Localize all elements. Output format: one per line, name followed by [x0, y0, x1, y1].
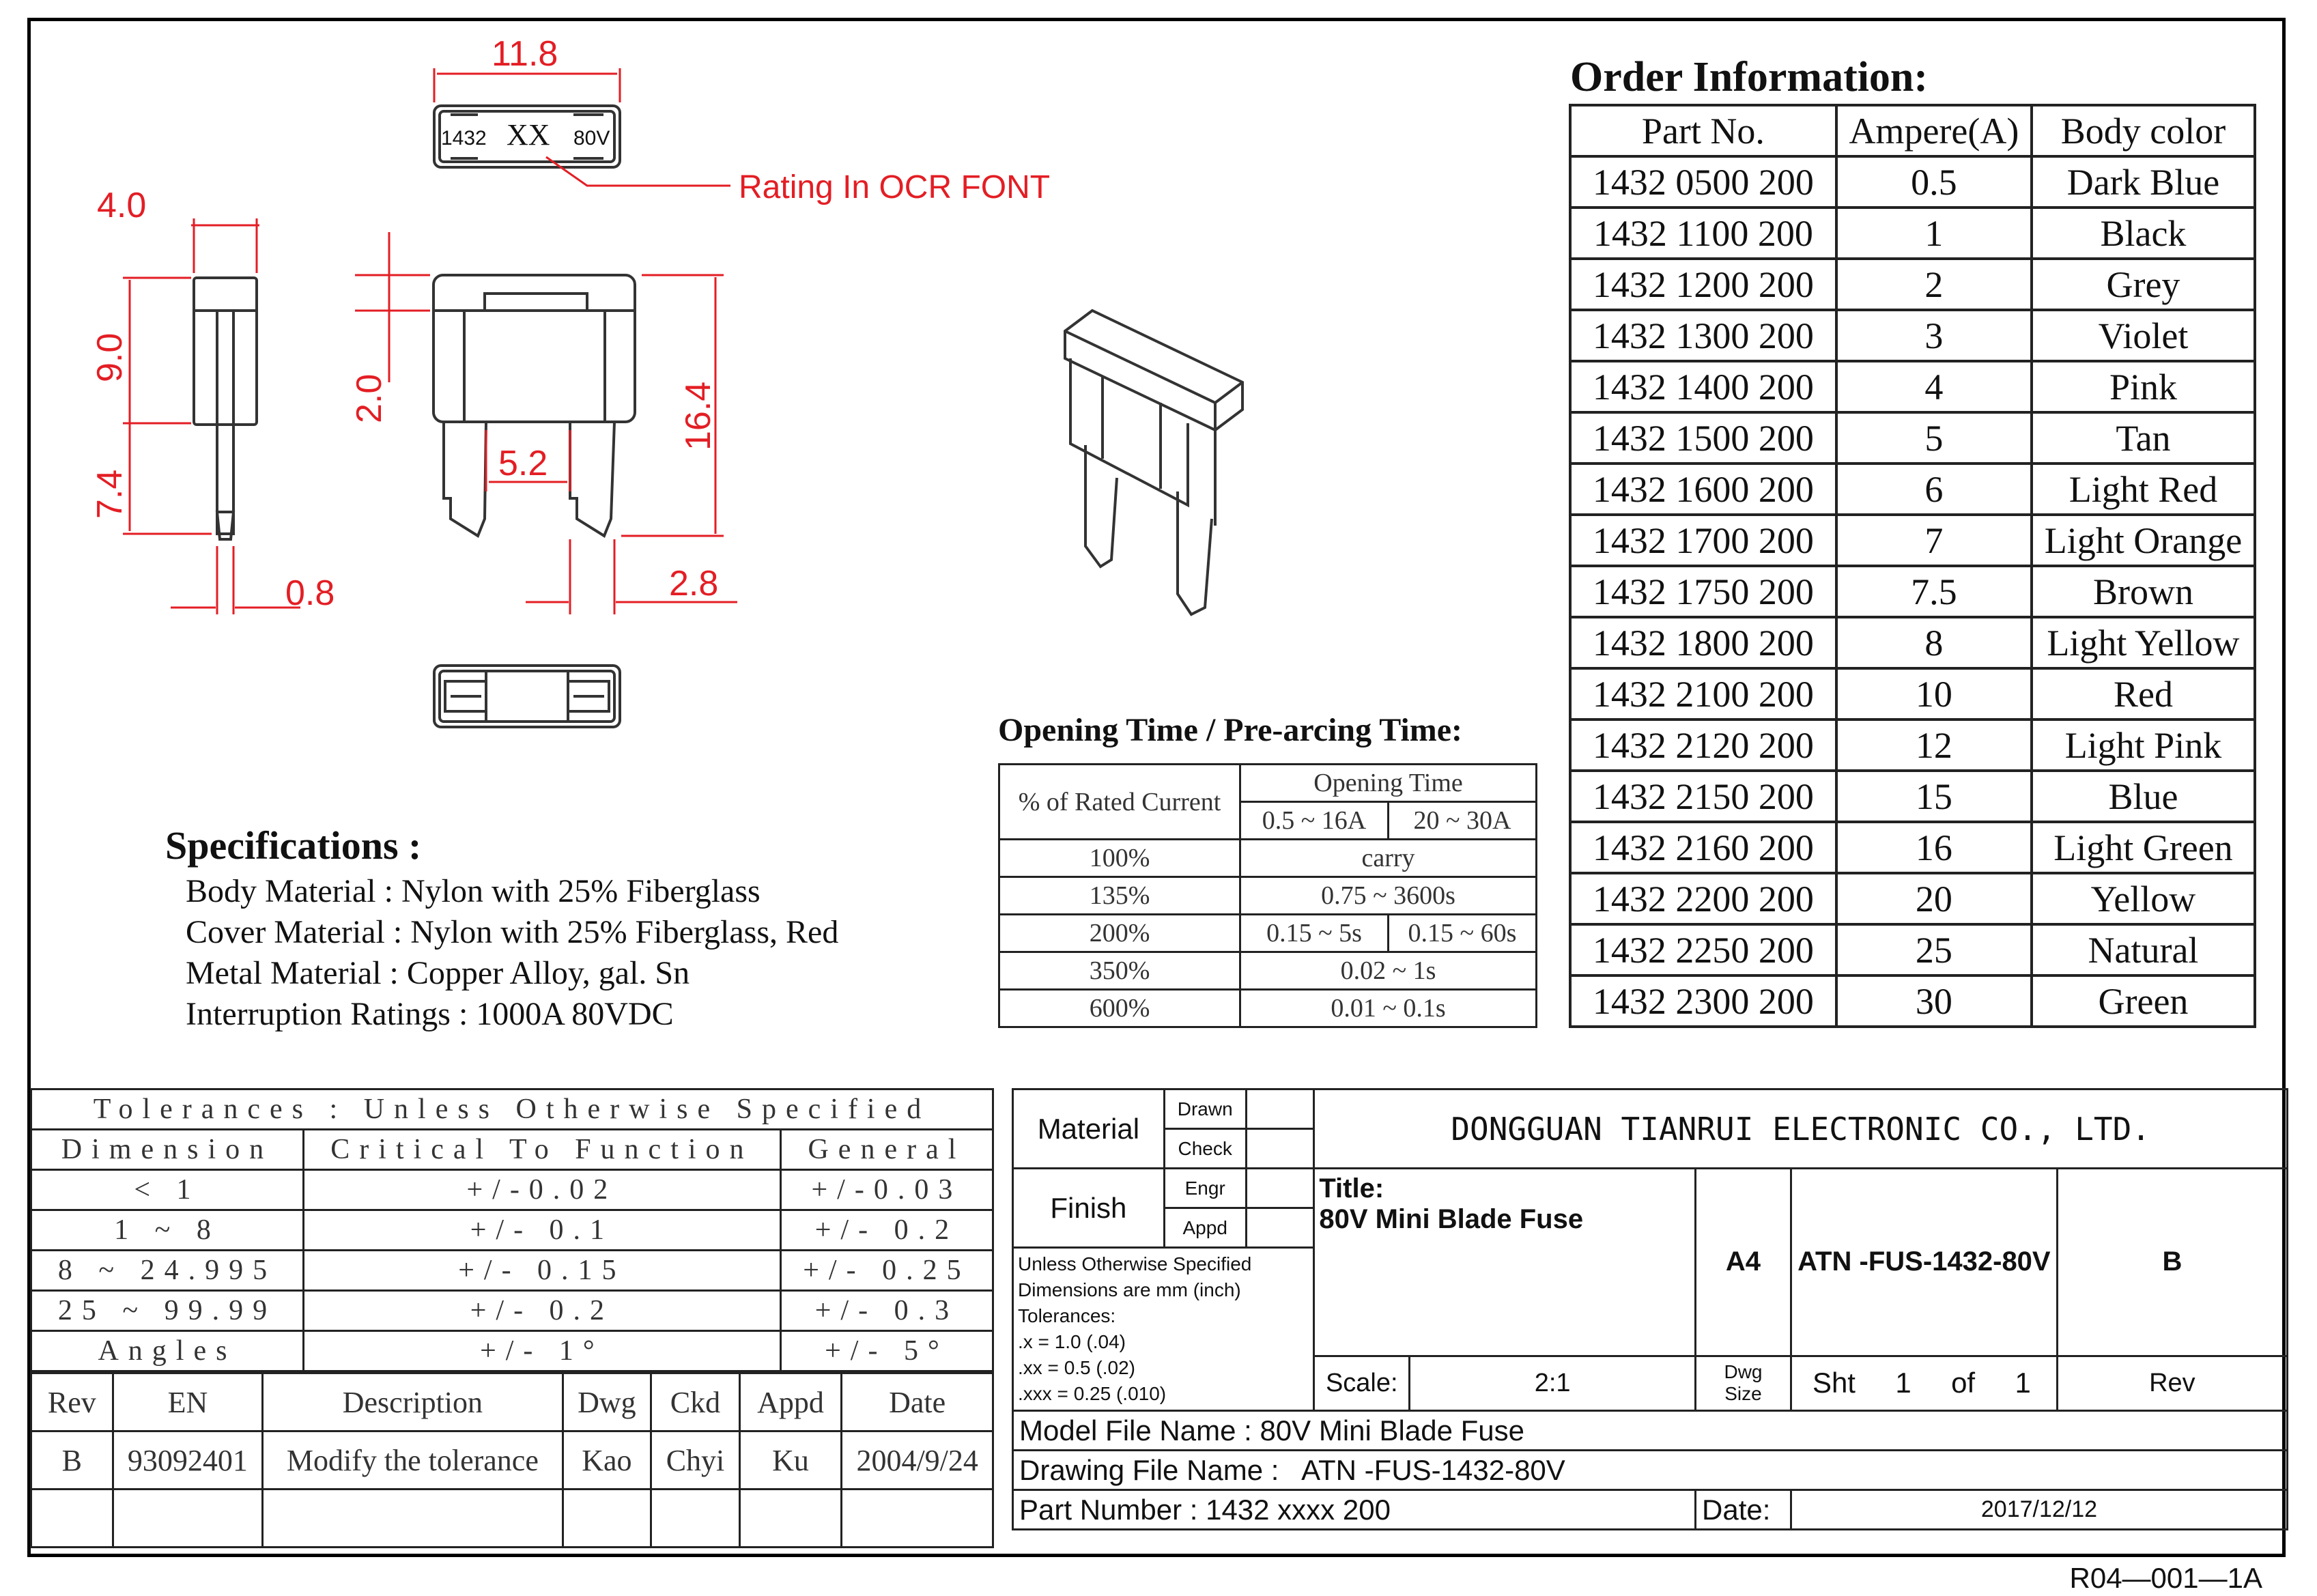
order-cell: Light Pink	[2032, 719, 2255, 771]
tolerance-cell: 1 ~ 8	[31, 1210, 304, 1251]
order-header: Ampere(A)	[1836, 105, 2032, 156]
order-table	[1569, 104, 2256, 1028]
order-cell: 1432 2100 200	[1570, 668, 1836, 719]
front-view	[433, 275, 635, 536]
revision-header: Appd	[739, 1373, 842, 1431]
order-cell: Black	[2032, 208, 2255, 259]
document-code: R04—001—1A	[2069, 1562, 2262, 1594]
opening-pct: 600%	[999, 990, 1240, 1027]
order-cell: Grey	[2032, 259, 2255, 310]
revision-cell: Modify the tolerance	[263, 1431, 563, 1490]
order-cell: Brown	[2032, 566, 2255, 617]
order-row	[1570, 464, 2255, 515]
opening-sub2: 20 ~ 30A	[1388, 802, 1536, 840]
rev-label: Rev	[2057, 1356, 2287, 1410]
opening-value: 0.02 ~ 1s	[1240, 952, 1537, 990]
opening-pct: 100%	[999, 840, 1240, 877]
order-cell: Red	[2032, 668, 2255, 719]
opening-table	[998, 763, 1537, 1028]
order-cell: 1432 0500 200	[1570, 156, 1836, 208]
tolerance-cell: +/- 0.2	[303, 1291, 780, 1331]
tolerance-cell: +/- 0.15	[303, 1251, 780, 1291]
order-cell: 1432 2160 200	[1570, 822, 1836, 873]
revision-cell: Ku	[739, 1431, 842, 1490]
order-cell: 15	[1836, 771, 2032, 822]
material-label: Material	[1013, 1089, 1165, 1169]
dim-cap: 2.0	[350, 373, 389, 423]
dim-blade: 2.8	[669, 564, 719, 603]
spec-title: Specifications :	[165, 823, 422, 868]
order-cell: Light Orange	[2032, 515, 2255, 566]
order-row	[1570, 310, 2255, 361]
order-row	[1570, 668, 2255, 719]
opening-pct: 350%	[999, 952, 1240, 990]
revision-cell: 93092401	[113, 1431, 263, 1490]
ocr-note: Rating In OCR FONT	[739, 169, 1051, 205]
tolerance-cell: +/- 0.3	[780, 1291, 993, 1331]
tolerance-cell: +/- 0.1	[303, 1210, 780, 1251]
drawn-label: Drawn	[1164, 1089, 1246, 1129]
order-header: Part No.	[1570, 105, 1836, 156]
order-cell: Tan	[2032, 412, 2255, 464]
order-cell: Dark Blue	[2032, 156, 2255, 208]
order-row	[1570, 975, 2255, 1027]
order-cell: Pink	[2032, 361, 2255, 412]
drawing-number: ATN -FUS-1432-80V	[1791, 1169, 2057, 1356]
opening-row	[999, 990, 1537, 1027]
tolerance-row	[31, 1251, 993, 1291]
tolerance-cell: +/-0.03	[780, 1170, 993, 1210]
spec-line: Body Material : Nylon with 25% Fiberglass	[186, 873, 761, 909]
company-name: DONGGUAN TIANRUI ELECTRONIC CO., LTD.	[1314, 1089, 2288, 1169]
order-cell: 1432 2300 200	[1570, 975, 1836, 1027]
order-cell: Green	[2032, 975, 2255, 1027]
sheet-of: of	[1951, 1367, 1976, 1399]
opening-pct: 200%	[999, 915, 1240, 952]
tolerance-row	[31, 1331, 993, 1371]
revision-header: Date	[842, 1373, 993, 1431]
order-cell: 1432 1600 200	[1570, 464, 1836, 515]
revision-header: Description	[263, 1373, 563, 1431]
tolerance-row	[31, 1170, 993, 1210]
dim-side-leg: 7.4	[90, 469, 130, 519]
order-cell: 1432 2150 200	[1570, 771, 1836, 822]
appd-label: Appd	[1164, 1208, 1246, 1248]
scale-label: Scale:	[1314, 1356, 1410, 1410]
order-cell: 1432 1500 200	[1570, 412, 1836, 464]
spec-line: Metal Material : Copper Alloy, gal. Sn	[186, 955, 690, 991]
title-value: 80V Mini Blade Fuse	[1319, 1204, 1584, 1234]
order-row	[1570, 208, 2255, 259]
order-row	[1570, 156, 2255, 208]
revision-table	[30, 1372, 994, 1548]
order-cell: 1432 2250 200	[1570, 924, 1836, 975]
opening-title: Opening Time / Pre-arcing Time:	[998, 712, 1463, 748]
dim-gap: 5.2	[498, 444, 548, 483]
tolerance-row	[31, 1210, 993, 1251]
sheet-info	[1791, 1356, 2057, 1410]
tolerance-cell: +/- 1°	[303, 1331, 780, 1371]
engr-label: Engr	[1164, 1169, 1246, 1208]
order-row	[1570, 412, 2255, 464]
opening-pct: 135%	[999, 877, 1240, 915]
opening-sub1: 0.5 ~ 16A	[1240, 802, 1389, 840]
isometric-view	[1065, 311, 1242, 614]
order-cell: 5	[1836, 412, 2032, 464]
spec-line: Cover Material : Nylon with 25% Fiberglass, Red	[186, 914, 839, 950]
order-cell: 1	[1836, 208, 2032, 259]
order-cell: Violet	[2032, 310, 2255, 361]
part-number: Part Number : 1432 xxxx 200	[1013, 1490, 1696, 1530]
order-cell: 2	[1836, 259, 2032, 310]
scale-value: 2:1	[1410, 1356, 1696, 1410]
title-block	[1012, 1088, 2288, 1530]
revision-header: Ckd	[651, 1373, 740, 1431]
date-value: 2017/12/12	[1791, 1490, 2287, 1530]
tolerance-cell: +/- 5°	[780, 1331, 993, 1371]
note-line: .x = 1.0 (.04)	[1018, 1331, 1126, 1352]
title-cell	[1314, 1169, 1696, 1356]
tolerance-row	[31, 1291, 993, 1331]
finish-label: Finish	[1013, 1169, 1165, 1248]
order-cell: 30	[1836, 975, 2032, 1027]
order-row	[1570, 566, 2255, 617]
size-value: A4	[1696, 1169, 1791, 1356]
opening-value: 0.75 ~ 3600s	[1240, 877, 1537, 915]
rev-value: B	[2057, 1169, 2287, 1356]
order-cell: 1432 1750 200	[1570, 566, 1836, 617]
revision-cell: 2004/9/24	[842, 1431, 993, 1490]
specifications	[165, 823, 838, 1035]
tolerance-cell: +/- 0.25	[780, 1251, 993, 1291]
model-file-name: Model File Name : 80V Mini Blade Fuse	[1013, 1411, 2288, 1451]
side-view	[194, 278, 257, 539]
order-header: Body color	[2032, 105, 2255, 156]
order-cell: Natural	[2032, 924, 2255, 975]
order-cell: 3	[1836, 310, 2032, 361]
tolerance-cell: +/-0.02	[303, 1170, 780, 1210]
top-label-left: 1432	[441, 127, 487, 149]
dim-side-width: 4.0	[97, 186, 147, 225]
top-label-right: 80V	[573, 127, 610, 149]
tolerance-cell: 25 ~ 99.99	[31, 1291, 304, 1331]
tolerance-notes	[1013, 1248, 1314, 1411]
tolerance-table	[30, 1088, 994, 1372]
order-cell: 1432 1800 200	[1570, 617, 1836, 668]
revision-cell: B	[31, 1431, 113, 1490]
order-cell: Light Green	[2032, 822, 2255, 873]
order-cell: 16	[1836, 822, 2032, 873]
tolerance-title: Tolerances : Unless Otherwise Specified	[31, 1089, 993, 1130]
order-title: Order Information:	[1570, 54, 1929, 100]
order-cell: 7	[1836, 515, 2032, 566]
order-row	[1570, 617, 2255, 668]
note-line: Unless Otherwise Specified	[1018, 1253, 1252, 1274]
dim-side-height: 9.0	[90, 332, 130, 382]
opening-row	[999, 952, 1537, 990]
tolerance-cell: 8 ~ 24.995	[31, 1251, 304, 1291]
order-cell: Blue	[2032, 771, 2255, 822]
opening-value: 0.15 ~ 60s	[1388, 915, 1536, 952]
tolerance-header: General	[780, 1130, 993, 1170]
note-line: Dimensions are mm (inch)	[1018, 1279, 1241, 1300]
revision-header: EN	[113, 1373, 263, 1431]
order-row	[1570, 361, 2255, 412]
tolerance-cell: Angles	[31, 1331, 304, 1371]
revision-cell: Chyi	[651, 1431, 740, 1490]
revision-header: Rev	[31, 1373, 113, 1431]
order-cell: 1432 1100 200	[1570, 208, 1836, 259]
order-cell: Yellow	[2032, 873, 2255, 924]
order-row	[1570, 873, 2255, 924]
sheet-label: Sht	[1812, 1367, 1856, 1399]
order-row	[1570, 259, 2255, 310]
tolerance-header: Dimension	[31, 1130, 304, 1170]
opening-row	[999, 840, 1537, 877]
opening-row	[999, 915, 1537, 952]
order-cell: 1432 1300 200	[1570, 310, 1836, 361]
order-cell: 7.5	[1836, 566, 2032, 617]
revision-cell: Kao	[563, 1431, 651, 1490]
order-cell: 20	[1836, 873, 2032, 924]
order-cell: 4	[1836, 361, 2032, 412]
order-cell: 25	[1836, 924, 2032, 975]
tolerance-cell: +/- 0.2	[780, 1210, 993, 1251]
order-cell: Light Red	[2032, 464, 2255, 515]
tolerance-cell: < 1	[31, 1170, 304, 1210]
spec-line: Interruption Ratings : 1000A 80VDC	[186, 996, 674, 1032]
check-label: Check	[1164, 1129, 1246, 1169]
order-cell: 0.5	[1836, 156, 2032, 208]
sheet-number: 1	[1895, 1367, 1911, 1399]
order-cell: 1432 1200 200	[1570, 259, 1836, 310]
order-cell: 6	[1836, 464, 2032, 515]
opening-col-pct: % of Rated Current	[999, 765, 1240, 840]
dwg-size-label: Dwg Size	[1696, 1356, 1791, 1410]
order-row	[1570, 719, 2255, 771]
order-row	[1570, 771, 2255, 822]
dim-width: 11.8	[492, 34, 558, 74]
order-cell: 1432 1700 200	[1570, 515, 1836, 566]
opening-group: Opening Time	[1240, 765, 1537, 802]
drawing-file-name: Drawing File Name : ATN -FUS-1432-80V	[1013, 1451, 2288, 1490]
order-cell: 8	[1836, 617, 2032, 668]
revision-header: Dwg	[563, 1373, 651, 1431]
order-cell: 12	[1836, 719, 2032, 771]
date-label: Date:	[1696, 1490, 1791, 1530]
note-line: .xx = 0.5 (.02)	[1018, 1357, 1135, 1378]
sheet-total: 1	[2015, 1367, 2031, 1399]
order-cell: 10	[1836, 668, 2032, 719]
note-line: Tolerances:	[1018, 1305, 1116, 1326]
dim-height: 16.4	[679, 381, 718, 451]
order-row	[1570, 924, 2255, 975]
order-cell: 1432 2200 200	[1570, 873, 1836, 924]
opening-value: 0.15 ~ 5s	[1240, 915, 1389, 952]
top-label-mid: XX	[507, 118, 550, 152]
opening-value: 0.01 ~ 0.1s	[1240, 990, 1537, 1027]
tolerance-header: Critical To Function	[303, 1130, 780, 1170]
order-cell: Light Yellow	[2032, 617, 2255, 668]
order-row	[1570, 515, 2255, 566]
bottom-view	[434, 666, 620, 727]
opening-row	[999, 877, 1537, 915]
title-label: Title:	[1319, 1173, 1384, 1203]
note-line: .xxx = 0.25 (.010)	[1018, 1383, 1167, 1404]
order-row	[1570, 822, 2255, 873]
opening-value: carry	[1240, 840, 1537, 877]
order-cell: 1432 1400 200	[1570, 361, 1836, 412]
order-cell: 1432 2120 200	[1570, 719, 1836, 771]
dim-pin: 0.8	[285, 573, 335, 613]
